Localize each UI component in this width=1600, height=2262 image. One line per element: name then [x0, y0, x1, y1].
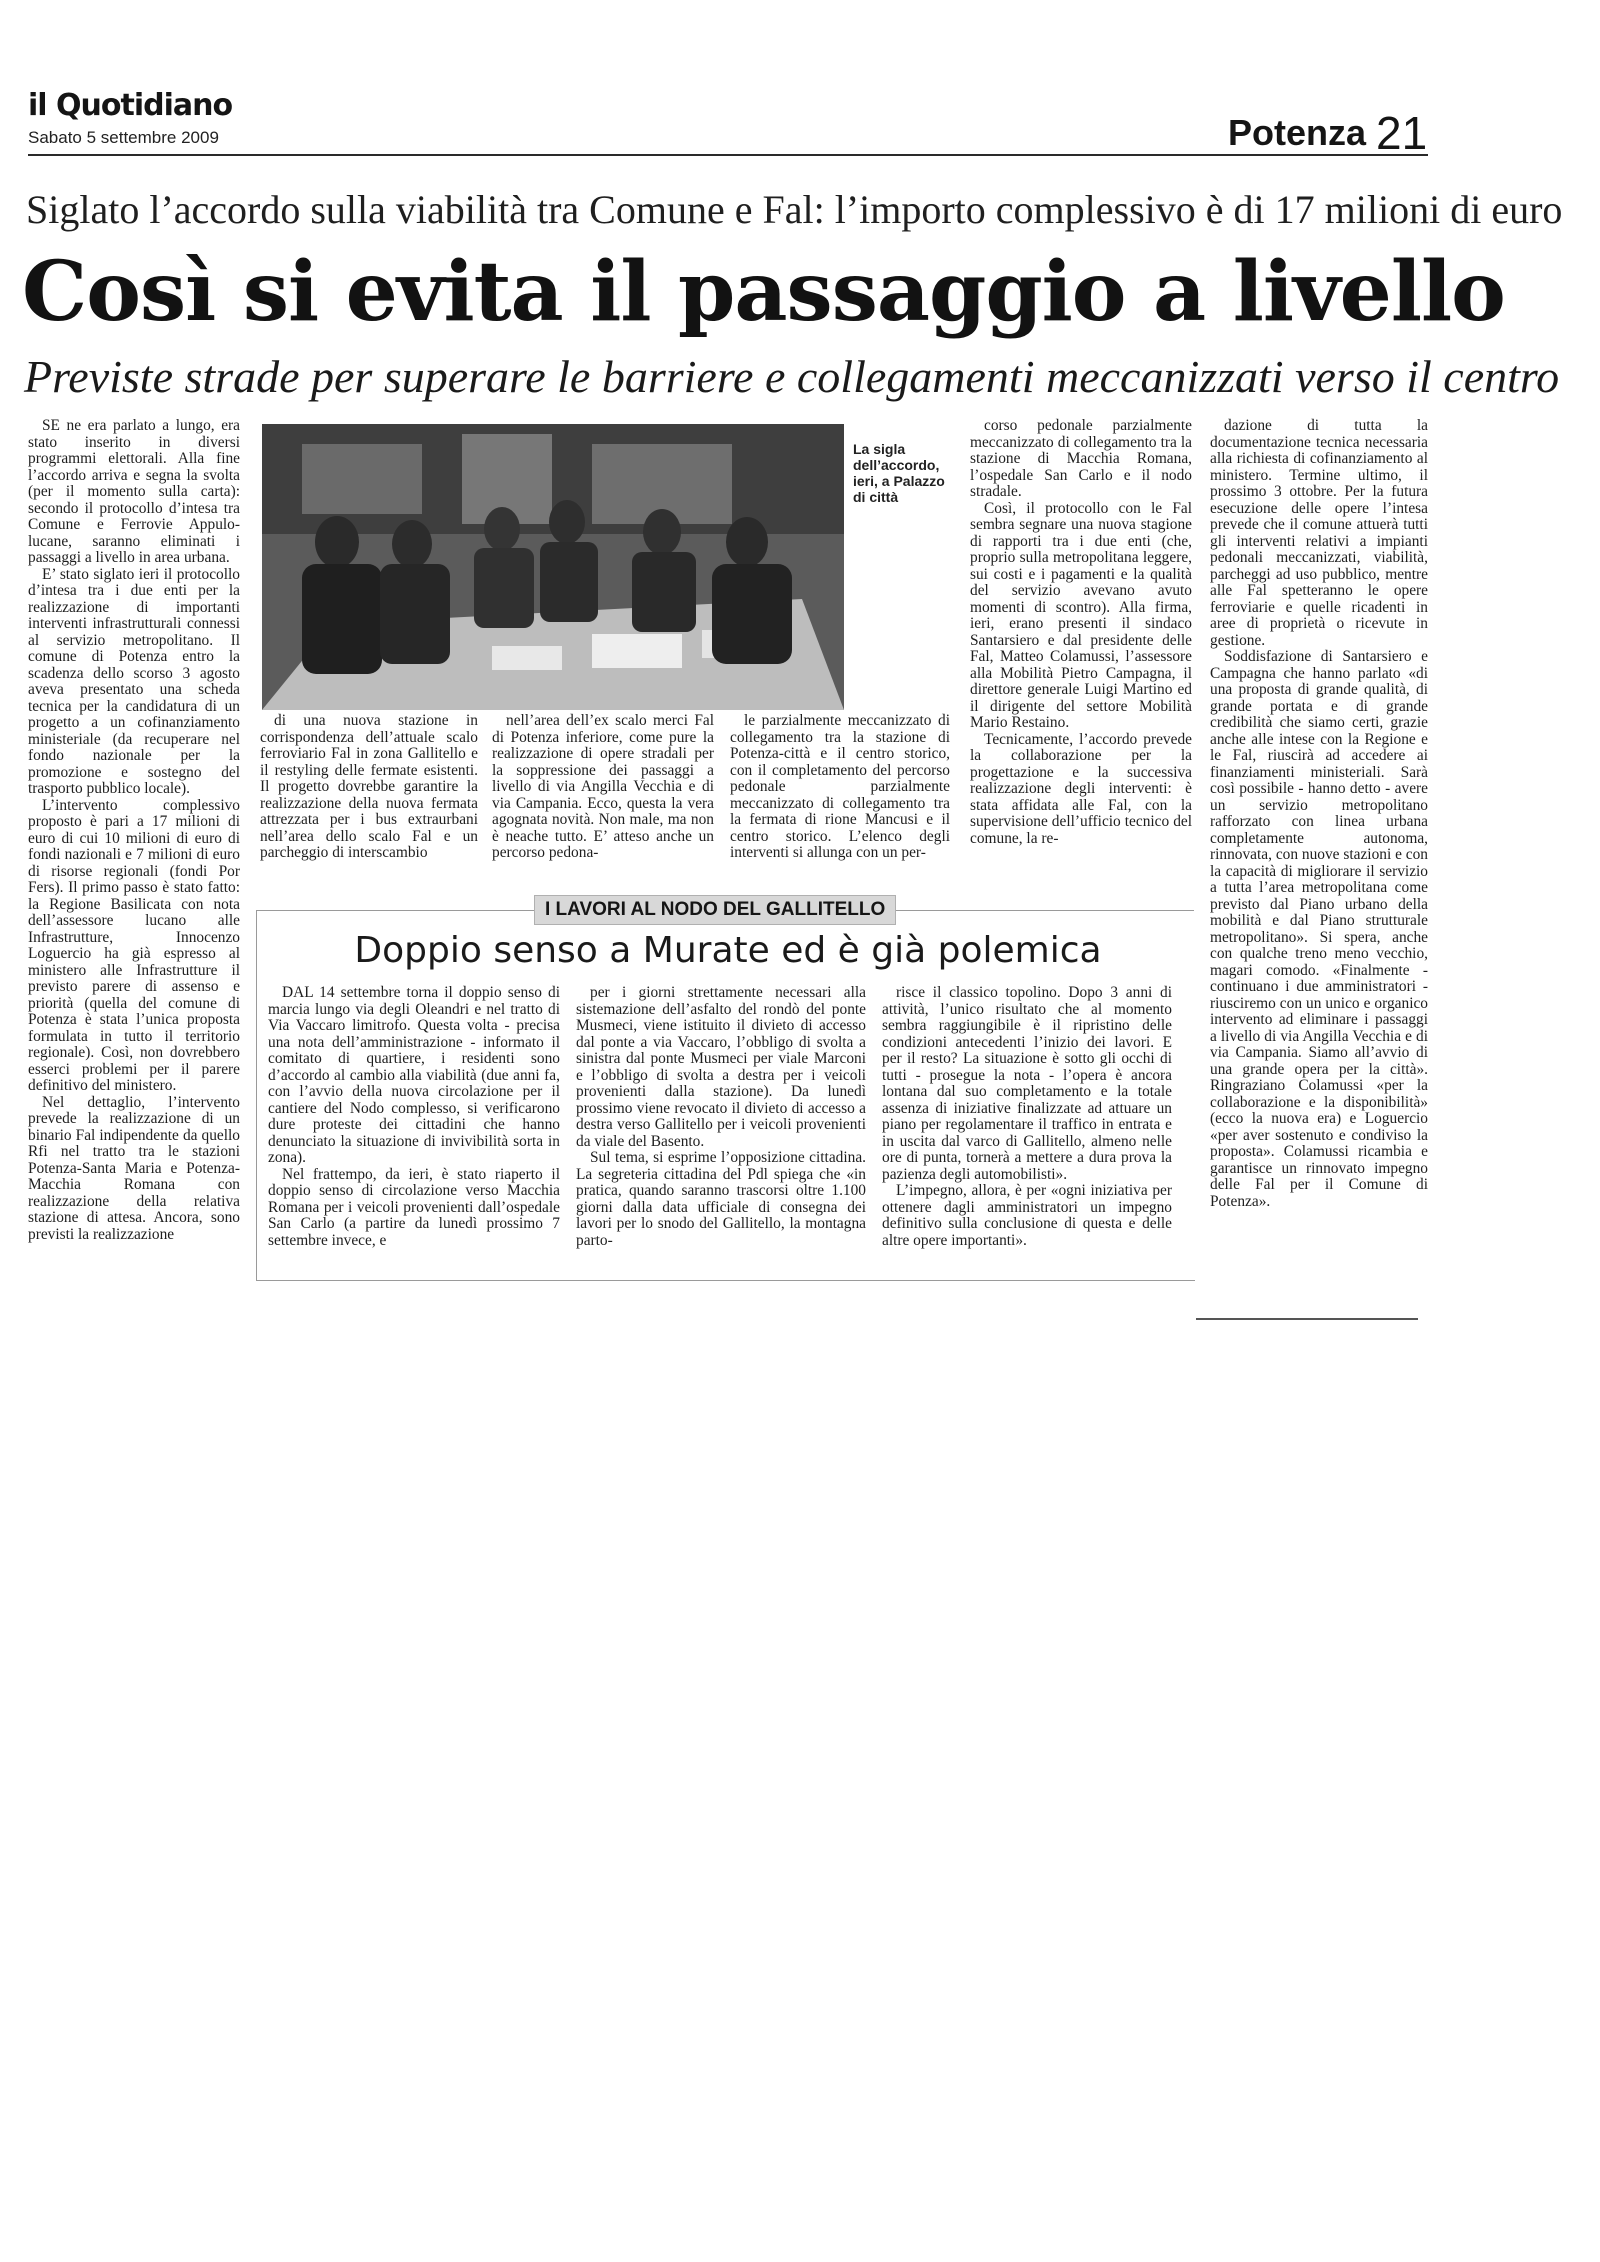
article-kicker: Siglato l’accordo sulla viabilità tra Comune e Fal: l’importo complessivo è di 17 milioni di euro: [26, 187, 1563, 232]
paragraph: Sul tema, si esprime l’opposizione cittadina. La segreteria cittadina del Pdl spiega che «in pratica, quando saranno trascorsi oltre 1.100 giorni dalla data ufficiale di consegna dei lavori per lo snodo del Gallitello, la montagna parto-: [576, 1149, 866, 1249]
paragraph: le parzialmente meccanizzato di collegamento tra la stazione di Potenza-città e il centro storico, con il completamento del percorso pedonale parzialmente meccanizzato di collegamento tra la fermata di rione Mancusi e il centro storico. L’elenco degli interventi si allunga con un per-: [730, 712, 950, 861]
header-rule: [28, 154, 1428, 156]
section-name: Potenza: [1228, 112, 1367, 153]
paragraph: di una nuova stazione in corrispondenza dell’attuale scalo ferroviario Fal in zona Gallitello e il restyling delle fermate esistenti. Il progetto dovrebbe garantire la realizzazione della nuova fermata attrezzata per i bus extraurbani nell’area dello scalo Fal e un parcheggio di interscambio: [260, 712, 478, 861]
paragraph: Tecnicamente, l’accordo prevede la collaborazione per la progettazione e la successiva realizzazione degli interventi: è stata affidata alle Fal, con la supervisione dell’ufficio tecnico del comune, la re-: [970, 730, 1192, 847]
paragraph: L’impegno, allora, è per «ogni iniziativa per ottenere dagli amministratori un impegno definitivo sulla conclusione di questa e delle altre opere importanti».: [882, 1182, 1172, 1249]
paragraph: risce il classico topolino. Dopo 3 anni di attività, l’unico risultato che al momento sembra raggiungibile è il ripristino delle condizioni antecedenti l’inizio dei lavori. E per il resto? La situazione è sotto gli occhi di tutti - prosegue la nota - l’opera è ancora lontana dal suo completamento e la totale assenza di iniziative finalizzate ad attuare un piano per regolamentare il traffico in entrata e in uscita dal varco di Gallitello, almeno nelle ore di punta, tornerà a mettere a dura prova la pazienza degli automobilisti».: [882, 984, 1172, 1183]
masthead: il Quotidiano: [28, 88, 233, 123]
paragraph: nell’area dell’ex scalo merci Fal di Potenza inferiore, come pure la realizzazione di opere stradali per la soppressione dei passaggi a livello di via Angilla Vecchia e di via Campania. Ecco, questa la vera agognata novità. Non male, ma non è neache tutto. E’ atteso anche un percorso pedona-: [492, 712, 714, 861]
article-column-3: [492, 713, 714, 862]
paragraph: Nel dettaglio, l’intervento prevede la realizzazione di un binario Fal indipendente da quello Rfi nel tratto tra le stazioni Potenza-Santa Maria e Potenza-Macchia Romana con realizzazione della relativa stazione di attesa. Ancora, sono previsti la realizzazione: [28, 1093, 240, 1243]
paragraph: Così, il protocollo con le Fal sembra segnare una nuova stagione di rapporti tra i due enti (che, proprio sulla metropolitana leggere, sui costi e i pagamenti e la qualità del servizio avevano avuto momenti di scontro). Alla firma, ieri, erano presenti il sindaco Santarsiero e dal presidente delle Fal, Matteo Colamussi, l’assessore alla Mobilità Pietro Campagna, il direttore generale Luigi Martino ed il dirigente del settore Mobilità Mario Restaino.: [970, 499, 1192, 731]
article-photo: [262, 424, 844, 710]
paragraph: Soddisfazione di Santarsiero e Campagna che hanno parlato «di una proposta di grande qualità, di grande portata e di grande credibilità che siamo certi, grazie anche alle intese con la Regione e le Fal, riuscirà ad accedere ai finanziamenti ministeriali. Sarà così possibile - hanno detto - avere un servizio metropolitano rafforzato con linea urbana completamente autonoma, rinnovata, con nuove stazioni e con la capacità di migliorare il servizio a tutta l’area metropolitana come previsto dal Piano urbano della mobilità e dal Piano strutturale metropolitano». Si spera, anche con qualche treno meno vecchio, magari comodo. «Finalmente - continuano i due amministratori - riusciremo con un unico e organico intervento ad eliminare i passaggi a livello di via Angilla Vecchia e di via Campania. Siamo all’avvio di una grande opera per la città». Ringraziano Colamussi «per la collaborazione e la disponibilità» (ecco la nuova era) e Loguercio «per aver sostenuto e condiviso la proposta». Colamussi ricambia e garantisce un rinnovato impegno delle Fal per il Comune di Potenza».: [1210, 648, 1428, 1210]
article-subhead: Previste strade per superare le barriere e collegamenti meccanizzati verso il centro: [24, 351, 1560, 402]
paragraph: dazione di tutta la documentazione tecnica necessaria alla richiesta di cofinanziamento al ministero. Termine ultimo, il prossimo 3 ottobre. Per la futura esecuzione delle opere l’intesa prevede che il comune attuerà tutti gli interventi relativi a impianti pedonali meccanizzati, viabilità, parcheggi ad uso pubblico, mentre alle Fal spetteranno le opere ferroviarie e quelle ricadenti in aree di proprietà o ricevute in gestione.: [1210, 417, 1428, 649]
meeting-photo-illustration: [262, 424, 844, 710]
paragraph: corso pedonale parzialmente meccanizzato di collegamento tra la stazione di Macchia Romana, l’ospedale San Carlo e il nodo stradale.: [970, 417, 1192, 500]
box-column-1: [268, 985, 560, 1249]
paragraph: SE ne era parlato a lungo, era stato inserito in diversi programmi elettorali. Alla fine l’accordo arriva e segna la svolta (per il momento sulla carta): secondo il protocollo d’intesa tra Comune e Ferrovie Appulo-lucane, saranno eliminati i passaggi a livello in area urbana.: [28, 417, 240, 566]
sidebar-box-headline: Doppio senso a Murate ed è già polemica: [354, 930, 1102, 971]
box-column-2: [576, 985, 866, 1249]
article-column-4: [730, 713, 950, 862]
sidebar-box-label: I LAVORI AL NODO DEL GALLITELLO: [534, 895, 896, 925]
article-column-1: [28, 418, 240, 1243]
paragraph: per i giorni strettamente necessari alla sistemazione dell’asfalto del rondò del ponte Musmeci, viene istituito il divieto di accesso dal ponte a via Vaccaro, l’obbligo di svolta a sinistra dal ponte Musmeci per viale Marconi e l’obbligo di svolta a destra per i veicoli provenienti dalla stazione). Da lunedì prossimo viene revocato il divieto di accesso a destra verso Gallitello per i veicoli provenienti da viale del Basento.: [576, 984, 866, 1150]
issue-date: Sabato 5 settembre 2009: [28, 128, 219, 147]
box-column-3: [882, 985, 1172, 1249]
paragraph: L’intervento complessivo proposto è pari a 17 milioni di euro di cui 10 milioni di euro di fondi nazionali e 7 milioni di euro di risorse regionali (fondi Por Fers). Il primo passo è stato fatto: la Regione Basilicata con nota dell’assessore lucano alle Infrastrutture, Innocenzo Loguercio ha già espresso al ministero alle Infrastrutture il previsto parere di assenso e priorità (quella del comune di Potenza è stata l’unica proposta formulata in tutto il territorio regionale). Così, non dovrebbero esserci problemi per il parere definitivo del ministero.: [28, 796, 240, 1094]
article-column-2: [260, 713, 478, 862]
photo-caption: La sigla dell’accordo, ieri, a Palazzo di città: [853, 441, 945, 505]
article-end-rule: [1196, 1318, 1418, 1320]
article-column-5: [970, 418, 1192, 847]
paragraph: E’ stato siglato ieri il protocollo d’intesa tra i due enti per la realizzazione di importanti interventi infrastrutturali connessi al servizio metropolitano. Il comune di Potenza entro la scadenza dello scorso 3 agosto aveva presentato una scheda tecnica per la candidatura di un progetto a un cofinanziamento ministeriale (da recuperare nel fondo nazionale per la promozione e sostegno del trasporto pubblico locale).: [28, 565, 240, 797]
paragraph: DAL 14 settembre torna il doppio senso di marcia lungo via degli Oleandri e nel tratto di Via Vaccaro limitrofo. Questa volta - precisa una nota dell’amministrazione - informato il comitato di quartiere, i residenti sono d’accordo al cambio alla viabilità (due anni fa, con l’avvio della nuova circolazione per il cantiere del Nodo complesso, si verificarono dure proteste dei cittadini che hanno denunciato la situazione di invivibilità sorta in zona).: [268, 984, 560, 1166]
paragraph: Nel frattempo, da ieri, è stato riaperto il doppio senso di circolazione verso Macchia Romana per i veicoli provenienti dall’ospedale San Carlo (a partire da lunedì prossimo 7 settembre invece, e: [268, 1165, 560, 1249]
page-number: 21: [1376, 107, 1428, 159]
article-headline: Così si evita il passaggio a livello: [22, 244, 1505, 340]
article-column-6: [1210, 418, 1428, 1210]
